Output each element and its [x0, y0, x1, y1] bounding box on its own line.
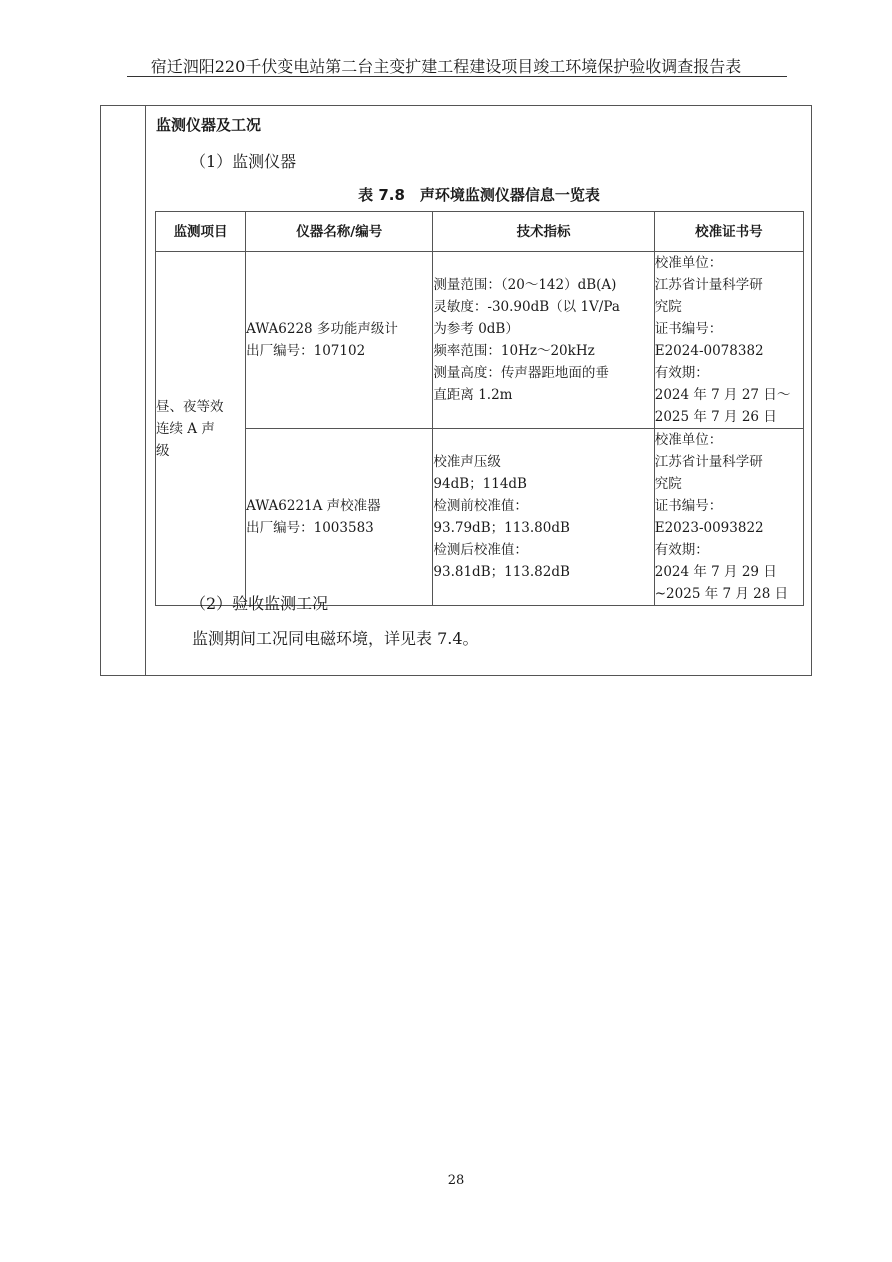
cert-line: 究院 — [654, 299, 682, 315]
table-caption: 表 7.8 声环境监测仪器信息一览表 — [358, 186, 600, 204]
cert-line: 证书编号： — [654, 321, 723, 337]
spec-line: 93.79dB；113.80dB — [433, 520, 570, 536]
cert-line: 校准单位： — [654, 432, 723, 448]
header-rule — [127, 76, 787, 77]
cert-line: E2024-0078382 — [654, 343, 764, 359]
subsection-conditions: （2）验收监测工况 — [190, 594, 329, 613]
spec-line: 93.81dB；113.82dB — [433, 564, 570, 580]
header-cell-cert: 校准证书号 — [654, 212, 803, 252]
subsection-instruments: （1）监测仪器 — [190, 152, 297, 171]
header-cell-item: 监测项目 — [156, 212, 246, 252]
cert-line: 江苏省计量科学研 — [654, 277, 763, 293]
instrument-name-cell — [246, 429, 433, 606]
cert-line: 2024 年 7 月 27 日～ — [654, 387, 791, 403]
instrument-name-cell — [246, 252, 433, 429]
spec-line: 94dB；114dB — [433, 476, 527, 492]
instrument-name-line: AWA6221A 声校准器 — [246, 498, 381, 514]
instrument-table — [155, 211, 804, 606]
cert-line: 校准单位： — [654, 255, 723, 271]
cert-cell — [654, 429, 803, 606]
spec-line: 直距离 1.2m — [433, 387, 513, 403]
spec-line: 灵敏度：-30.90dB（以 1V/Pa — [433, 299, 620, 315]
cert-line: 2024 年 7 月 29 日 — [654, 564, 777, 580]
spec-line: 检测前校准值： — [433, 498, 528, 514]
cert-cell — [654, 252, 803, 429]
spec-cell — [433, 429, 654, 606]
cert-line: ~2025 年 7 月 28 日 — [654, 586, 789, 602]
spec-line: 检测后校准值： — [433, 542, 528, 558]
instrument-name-line: AWA6228 多功能声级计 — [246, 321, 398, 337]
spec-line: 频率范围：10Hz～20kHz — [433, 343, 595, 359]
item-cell — [156, 252, 246, 606]
item-line: 级 — [156, 442, 170, 459]
table-row — [156, 429, 804, 606]
instrument-serial-line: 出厂编号：1003583 — [246, 520, 374, 536]
cert-line: 2025 年 7 月 26 日 — [654, 409, 777, 425]
spec-line: 测量高度：传声器距地面的垂 — [433, 365, 609, 381]
cert-line: 有效期： — [654, 365, 709, 381]
table-header-row — [156, 212, 804, 252]
item-line: 连续 A 声 — [156, 420, 215, 437]
section-heading: 监测仪器及工况 — [156, 116, 262, 134]
page-number: 28 — [447, 1173, 465, 1188]
cert-line: 江苏省计量科学研 — [654, 454, 763, 470]
spec-line: 测量范围：（20～142）dB(A) — [433, 277, 617, 293]
spec-cell — [433, 252, 654, 429]
instrument-serial-line: 出厂编号：107102 — [246, 343, 366, 359]
item-line: 昼、夜等效 — [156, 398, 224, 415]
header-cell-spec: 技术指标 — [433, 212, 654, 252]
spec-line: 校准声压级 — [433, 454, 501, 470]
header-cell-instrument: 仪器名称/编号 — [246, 212, 433, 252]
spec-line: 为参考 0dB） — [433, 321, 519, 337]
table-row — [156, 252, 804, 429]
cert-line: 证书编号： — [654, 498, 723, 514]
page-header-title: 宿迁泗阳220千伏变电站第二台主变扩建工程建设项目竣工环境保护验收调查报告表 — [150, 57, 742, 76]
conditions-paragraph: 监测期间工况同电磁环境，详见表 7.4。 — [192, 629, 479, 648]
cert-line: 有效期： — [654, 542, 709, 558]
cert-line: E2023-0093822 — [654, 520, 764, 536]
cert-line: 究院 — [654, 476, 682, 492]
